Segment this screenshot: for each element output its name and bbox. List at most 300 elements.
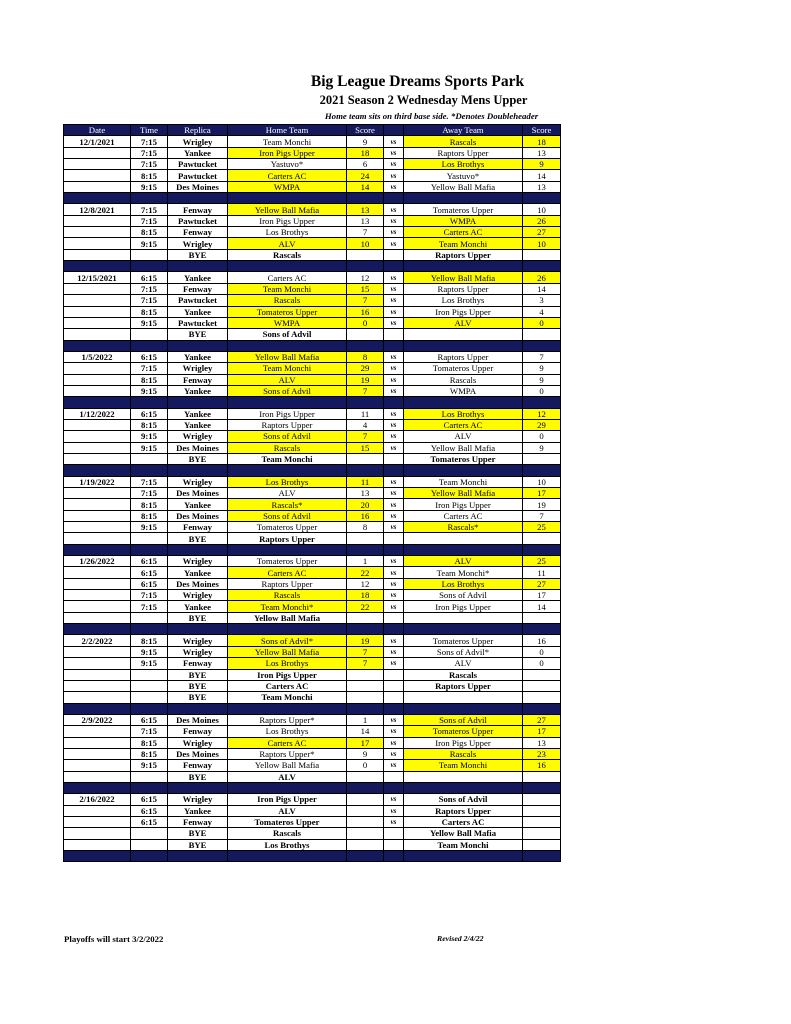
game-date: 12/8/2021 (64, 204, 131, 215)
away-score: 14 (523, 601, 561, 612)
away-score: 10 (523, 238, 561, 249)
away-team: Yellow Ball Mafia (404, 442, 523, 453)
home-team: ALV (228, 771, 347, 782)
separator-cell (404, 340, 523, 351)
away-score: 9 (523, 363, 561, 374)
game-date (64, 839, 131, 850)
away-score (523, 329, 561, 340)
home-score: 22 (347, 567, 384, 578)
game-time: 6:15 (131, 805, 168, 816)
game-replica-field: Pawtucket (168, 159, 228, 170)
away-score: 3 (523, 295, 561, 306)
vs-label: vs (384, 510, 404, 521)
home-team: Los Brothys (228, 839, 347, 850)
game-row (64, 488, 561, 499)
home-team: Raptors Upper (228, 419, 347, 430)
game-date (64, 510, 131, 521)
home-team: Iron Pigs Upper (228, 794, 347, 805)
game-replica-field: Des Moines (168, 748, 228, 759)
game-time (131, 249, 168, 260)
game-row (64, 147, 561, 158)
separator-cell (168, 544, 228, 555)
away-team: Rascals (404, 374, 523, 385)
game-row (64, 748, 561, 759)
vs-label: vs (384, 159, 404, 170)
game-replica-field: BYE (168, 669, 228, 680)
separator-cell (228, 624, 347, 635)
separator-cell (384, 340, 404, 351)
away-team: ALV (404, 556, 523, 567)
separator-cell (64, 193, 131, 204)
home-score: 1 (347, 714, 384, 725)
separator-cell (404, 193, 523, 204)
game-time: 9:15 (131, 442, 168, 453)
vs-label: vs (384, 374, 404, 385)
game-date (64, 453, 131, 464)
vs-label: vs (384, 363, 404, 374)
away-score (523, 771, 561, 782)
vs-label (384, 669, 404, 680)
page-subtitle: 2021 Season 2 Wednesday Mens Upper (319, 93, 528, 107)
game-date (64, 295, 131, 306)
separator-cell (347, 261, 384, 272)
vs-label: vs (384, 578, 404, 589)
away-team: Yellow Ball Mafia (404, 828, 523, 839)
week-separator (64, 193, 561, 204)
game-replica-field: BYE (168, 453, 228, 464)
game-replica-field: Wrigley (168, 238, 228, 249)
game-row (64, 794, 561, 805)
home-score: 12 (347, 272, 384, 283)
week-separator (64, 261, 561, 272)
game-date (64, 170, 131, 181)
separator-cell (131, 782, 168, 793)
game-time: 7:15 (131, 283, 168, 294)
home-score (347, 533, 384, 544)
home-score: 6 (347, 159, 384, 170)
separator-cell (168, 340, 228, 351)
separator-cell (384, 703, 404, 714)
game-replica-field: Wrigley (168, 476, 228, 487)
away-score: 0 (523, 317, 561, 328)
separator-cell (131, 261, 168, 272)
separator-cell (523, 703, 561, 714)
separator-cell (347, 851, 384, 862)
home-team: Rascals (228, 249, 347, 260)
away-team: Yellow Ball Mafia (404, 272, 523, 283)
playoffs-note: Playoffs will start 3/2/2022 (64, 934, 164, 944)
separator-cell (347, 193, 384, 204)
home-team: WMPA (228, 317, 347, 328)
away-score: 25 (523, 522, 561, 533)
separator-cell (64, 703, 131, 714)
game-time (131, 692, 168, 703)
game-date (64, 431, 131, 442)
vs-label (384, 533, 404, 544)
game-time: 7:15 (131, 726, 168, 737)
away-team: Raptors Upper (404, 680, 523, 691)
away-score: 0 (523, 646, 561, 657)
away-score: 4 (523, 306, 561, 317)
home-team: WMPA (228, 181, 347, 192)
home-score (347, 816, 384, 827)
separator-cell (228, 397, 347, 408)
game-time: 7:15 (131, 601, 168, 612)
bye-row (64, 680, 561, 691)
game-date (64, 590, 131, 601)
home-score: 11 (347, 476, 384, 487)
separator-cell (64, 544, 131, 555)
vs-label: vs (384, 385, 404, 396)
away-score: 14 (523, 283, 561, 294)
game-replica-field: BYE (168, 680, 228, 691)
separator-cell (131, 624, 168, 635)
game-date (64, 601, 131, 612)
vs-label: vs (384, 419, 404, 430)
game-date (64, 578, 131, 589)
game-time: 6:15 (131, 794, 168, 805)
separator-cell (347, 624, 384, 635)
vs-label (384, 249, 404, 260)
separator-cell (168, 703, 228, 714)
game-time: 7:15 (131, 136, 168, 147)
home-team: Team Monchi (228, 692, 347, 703)
separator-cell (228, 544, 347, 555)
game-time: 6:15 (131, 351, 168, 362)
game-row (64, 374, 561, 385)
game-time: 8:15 (131, 499, 168, 510)
home-team: ALV (228, 374, 347, 385)
game-replica-field: Wrigley (168, 556, 228, 567)
game-row (64, 442, 561, 453)
game-row (64, 283, 561, 294)
vs-label: vs (384, 215, 404, 226)
away-team: Iron Pigs Upper (404, 306, 523, 317)
game-time: 8:15 (131, 227, 168, 238)
game-row (64, 351, 561, 362)
separator-cell (347, 544, 384, 555)
away-team: Sons of Advil (404, 590, 523, 601)
game-date (64, 442, 131, 453)
home-team: Iron Pigs Upper (228, 147, 347, 158)
schedule-table (63, 124, 561, 862)
home-score: 17 (347, 737, 384, 748)
game-time (131, 612, 168, 623)
game-replica-field: BYE (168, 533, 228, 544)
home-team: Carters AC (228, 567, 347, 578)
away-score: 0 (523, 385, 561, 396)
vs-label: vs (384, 204, 404, 215)
away-team: ALV (404, 658, 523, 669)
game-date: 1/26/2022 (64, 556, 131, 567)
game-date (64, 419, 131, 430)
revised-date: Revised 2/4/22 (437, 934, 484, 943)
home-score: 10 (347, 238, 384, 249)
vs-label: vs (384, 646, 404, 657)
home-team: Iron Pigs Upper (228, 669, 347, 680)
game-replica-field: Fenway (168, 227, 228, 238)
away-score: 9 (523, 374, 561, 385)
away-team: Los Brothys (404, 159, 523, 170)
home-team: Rascals (228, 442, 347, 453)
game-replica-field: Pawtucket (168, 215, 228, 226)
game-time (131, 669, 168, 680)
away-team: Los Brothys (404, 295, 523, 306)
home-score: 19 (347, 635, 384, 646)
home-score: 22 (347, 601, 384, 612)
away-team: Rascals (404, 748, 523, 759)
game-row (64, 215, 561, 226)
separator-cell (384, 465, 404, 476)
vs-label: vs (384, 227, 404, 238)
home-team: Los Brothys (228, 476, 347, 487)
vs-label: vs (384, 488, 404, 499)
game-row (64, 805, 561, 816)
away-team: Team Monchi* (404, 567, 523, 578)
game-row (64, 431, 561, 442)
home-score: 9 (347, 136, 384, 147)
away-team (404, 612, 523, 623)
home-team: Tomateros Upper (228, 816, 347, 827)
bye-row (64, 839, 561, 850)
game-replica-field: Fenway (168, 816, 228, 827)
home-team: Carters AC (228, 272, 347, 283)
away-team: Team Monchi (404, 238, 523, 249)
game-date (64, 249, 131, 260)
game-replica-field: BYE (168, 329, 228, 340)
game-time (131, 533, 168, 544)
game-time (131, 828, 168, 839)
away-team: Tomateros Upper (404, 635, 523, 646)
game-date (64, 181, 131, 192)
home-score: 7 (347, 658, 384, 669)
away-team: Team Monchi (404, 839, 523, 850)
game-replica-field: Yankee (168, 567, 228, 578)
game-replica-field: Fenway (168, 522, 228, 533)
away-score (523, 533, 561, 544)
game-replica-field: Fenway (168, 204, 228, 215)
schedule-body (64, 136, 561, 862)
game-date (64, 317, 131, 328)
game-row (64, 556, 561, 567)
separator-cell (228, 703, 347, 714)
game-time (131, 771, 168, 782)
away-score: 25 (523, 556, 561, 567)
separator-cell (384, 624, 404, 635)
game-replica-field: Pawtucket (168, 317, 228, 328)
game-row (64, 136, 561, 147)
game-time: 8:15 (131, 374, 168, 385)
away-team: WMPA (404, 385, 523, 396)
game-replica-field: Fenway (168, 283, 228, 294)
game-date (64, 771, 131, 782)
vs-label (384, 453, 404, 464)
game-replica-field: BYE (168, 771, 228, 782)
game-time: 9:15 (131, 238, 168, 249)
vs-label: vs (384, 283, 404, 294)
header-away-score: Score (523, 125, 561, 136)
week-separator (64, 782, 561, 793)
game-row (64, 522, 561, 533)
vs-label: vs (384, 499, 404, 510)
vs-label: vs (384, 714, 404, 725)
game-time: 9:15 (131, 317, 168, 328)
separator-cell (347, 782, 384, 793)
game-row (64, 227, 561, 238)
home-team: Team Monchi* (228, 601, 347, 612)
game-time: 9:15 (131, 760, 168, 771)
home-score: 18 (347, 590, 384, 601)
away-score: 23 (523, 748, 561, 759)
separator-cell (384, 397, 404, 408)
game-replica-field: Des Moines (168, 488, 228, 499)
home-team: Carters AC (228, 680, 347, 691)
game-time: 6:15 (131, 567, 168, 578)
separator-cell (384, 851, 404, 862)
separator-cell (64, 782, 131, 793)
vs-label (384, 680, 404, 691)
separator-cell (168, 465, 228, 476)
game-date: 1/12/2022 (64, 408, 131, 419)
game-date (64, 692, 131, 703)
home-team: Team Monchi (228, 136, 347, 147)
game-date: 12/15/2021 (64, 272, 131, 283)
separator-cell (168, 851, 228, 862)
away-score (523, 816, 561, 827)
away-score: 19 (523, 499, 561, 510)
separator-cell (384, 261, 404, 272)
game-time: 6:15 (131, 272, 168, 283)
game-replica-field: Wrigley (168, 794, 228, 805)
separator-cell (64, 851, 131, 862)
game-date (64, 329, 131, 340)
game-time (131, 329, 168, 340)
game-replica-field: Des Moines (168, 714, 228, 725)
vs-label: vs (384, 181, 404, 192)
separator-cell (523, 397, 561, 408)
separator-cell (168, 193, 228, 204)
vs-label: vs (384, 522, 404, 533)
game-date (64, 488, 131, 499)
home-score: 18 (347, 147, 384, 158)
away-team (404, 329, 523, 340)
home-team: Rascals (228, 828, 347, 839)
home-team: Rascals (228, 590, 347, 601)
game-time: 6:15 (131, 556, 168, 567)
game-time (131, 839, 168, 850)
vs-label: vs (384, 238, 404, 249)
game-replica-field: Yankee (168, 272, 228, 283)
separator-cell (404, 397, 523, 408)
away-score: 13 (523, 147, 561, 158)
separator-cell (404, 465, 523, 476)
bye-row (64, 771, 561, 782)
game-row (64, 419, 561, 430)
game-row (64, 714, 561, 725)
away-team: Sons of Advil (404, 714, 523, 725)
separator-cell (347, 397, 384, 408)
home-score: 14 (347, 726, 384, 737)
game-date (64, 748, 131, 759)
vs-label: vs (384, 635, 404, 646)
home-score: 1 (347, 556, 384, 567)
away-score: 16 (523, 760, 561, 771)
game-replica-field: Yankee (168, 601, 228, 612)
separator-cell (523, 782, 561, 793)
away-score: 0 (523, 431, 561, 442)
separator-cell (168, 782, 228, 793)
game-replica-field: BYE (168, 692, 228, 703)
home-score: 13 (347, 204, 384, 215)
game-time: 9:15 (131, 181, 168, 192)
home-score: 29 (347, 363, 384, 374)
vs-label (384, 839, 404, 850)
home-team: Sons of Advil* (228, 635, 347, 646)
home-score: 4 (347, 419, 384, 430)
game-replica-field: Yankee (168, 351, 228, 362)
away-team: Team Monchi (404, 760, 523, 771)
vs-label: vs (384, 136, 404, 147)
game-date: 12/1/2021 (64, 136, 131, 147)
vs-label: vs (384, 476, 404, 487)
game-row (64, 363, 561, 374)
game-date (64, 227, 131, 238)
away-score: 11 (523, 567, 561, 578)
separator-cell (228, 261, 347, 272)
game-date (64, 805, 131, 816)
game-row (64, 816, 561, 827)
header-home-score: Score (347, 125, 384, 136)
game-date (64, 567, 131, 578)
away-team: Los Brothys (404, 578, 523, 589)
home-team: Team Monchi (228, 283, 347, 294)
game-time: 8:15 (131, 510, 168, 521)
away-score (523, 612, 561, 623)
game-replica-field: Fenway (168, 658, 228, 669)
separator-cell (404, 782, 523, 793)
bye-row (64, 669, 561, 680)
away-score: 16 (523, 635, 561, 646)
home-score: 13 (347, 215, 384, 226)
away-score (523, 453, 561, 464)
home-score: 0 (347, 760, 384, 771)
home-team: Tomateros Upper (228, 556, 347, 567)
game-date (64, 306, 131, 317)
separator-cell (347, 703, 384, 714)
game-date (64, 159, 131, 170)
separator-cell (384, 193, 404, 204)
home-team: Los Brothys (228, 658, 347, 669)
home-team: Tomateros Upper (228, 306, 347, 317)
game-time: 8:15 (131, 170, 168, 181)
game-replica-field: BYE (168, 249, 228, 260)
separator-cell (404, 261, 523, 272)
away-team: Iron Pigs Upper (404, 737, 523, 748)
vs-label: vs (384, 147, 404, 158)
home-score: 16 (347, 306, 384, 317)
game-date (64, 533, 131, 544)
game-time: 7:15 (131, 488, 168, 499)
game-row (64, 590, 561, 601)
game-replica-field: BYE (168, 828, 228, 839)
separator-cell (347, 465, 384, 476)
game-row (64, 238, 561, 249)
game-replica-field: Des Moines (168, 442, 228, 453)
game-date (64, 283, 131, 294)
header-replica: Replica (168, 125, 228, 136)
game-row (64, 760, 561, 771)
home-team: Tomateros Upper (228, 522, 347, 533)
